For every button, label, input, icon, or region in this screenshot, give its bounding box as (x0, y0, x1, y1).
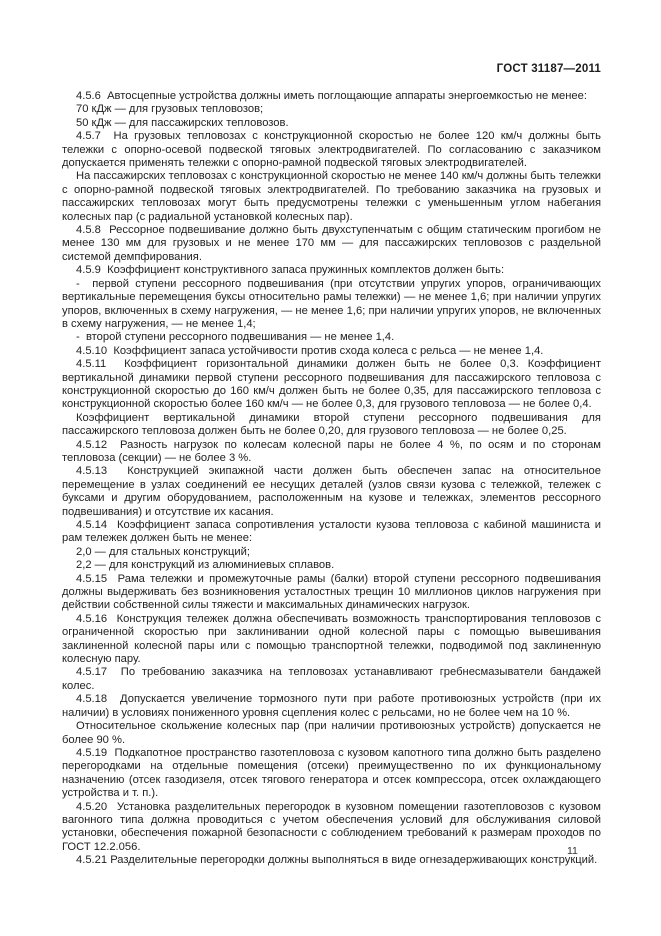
doc-paragraph: 4.5.17 По требованию заказчика на тепловозах устанавливают гребнесмазыватели бандажей колес. (62, 666, 601, 692)
doc-paragraph: 50 кДж — для пассажирских тепловозов. (76, 116, 289, 129)
doc-paragraph: 70 кДж — для грузовых тепловозов; (76, 103, 264, 116)
doc-paragraph: 4.5.16 Конструкция тележек должна обеспечивать возможность транспортирования тепловозов с ограниченной скоростью при заклинивании одной колесной пары с помощью вывешивания заклиненной колесной пары или с помощью транспортной тележки, подводимой под заклиненную колесную пару. (62, 612, 601, 666)
doc-paragraph: Относительное скольжение колесных пар (при наличии противоюзных устройств) допускается не более 90 %. (62, 720, 601, 746)
doc-paragraph: 2,2 — для конструкций из алюминиевых сплавов. (76, 559, 335, 572)
doc-paragraph: 2,0 — для стальных конструкций; (76, 545, 251, 558)
doc-paragraph: 4.5.10 Коэффициент запаса устойчивости против схода колеса с рельса — не менее 1,4. (76, 344, 544, 357)
doc-paragraph: 4.5.13 Конструкцией экипажной части должен быть обеспечен запас на относительное перемещение в узлах соединений ее несущих деталей (узлов связи кузова с тележкой, тележек с буксами и другим оборудованием, расположенным на кузове и тележках, элементов рессорного подвешивания) и отсутствие их касания. (62, 465, 601, 518)
document-body (62, 90, 601, 868)
doc-paragraph: 4.5.21 Разделительные перегородки должны выполняться в виде огнезадерживающих конструкций. (76, 854, 598, 867)
doc-paragraph: Коэффициент вертикальной динамики второй ступени рессорного подвешивания для пассажирского тепловоза должен быть не более 0,20, для грузового тепловоза — не более 0,25. (62, 411, 601, 438)
doc-paragraph: 4.5.6 Автосцепные устройства должны иметь поглощающие аппараты энергоемкостью не менее: (76, 90, 587, 102)
doc-paragraph: 4.5.12 Разность нагрузок по колесам колесной пары не более 4 %, по осям и по сторонам тепловоза (секции) — не более 3 %. (62, 438, 601, 464)
page-number: 11 (567, 845, 578, 857)
doc-paragraph: - второй ступени рессорного подвешивания — не менее 1,4. (76, 331, 395, 344)
doc-paragraph: - первой ступени рессорного подвешивания (при отсутствии упругих упоров, ограничивающих вертикальные перемещения буксы относительно рамы тележки) — не менее 1,6; при наличии упругих упоров, включенных в схему нагружения, — не менее 1,6; при наличии упругих упоров, не включенных в схему нагружения, — не менее 1,4; (62, 277, 601, 330)
doc-paragraph: 4.5.9 Коэффициент конструктивного запаса пружинных комплектов должен быть: (76, 264, 505, 277)
doc-number: ГОСТ 31187—2011 (496, 63, 601, 75)
doc-paragraph: 4.5.18 Допускается увеличение тормозного пути при работе противоюзных устройств (при их наличии) в условиях пониженного уровня сцепления колес с рельсами, но не более чем на 10 %. (62, 693, 601, 719)
doc-paragraph: 4.5.20 Установка разделительных перегородок в кузовном помещении газотепловозов с кузовом вагонного типа должна проводиться с учетом обеспечения условий для обслуживания силовой установки, обеспечения пожарной безопасности с соблюдением требований к размерам проходов по ГОСТ 12.2.056. (62, 800, 601, 853)
doc-paragraph: 4.5.7 На грузовых тепловозах с конструкционной скоростью не более 120 км/ч должны быть тележки с опорно-осевой подвеской тяговых электродвигателей. По согласованию с заказчиком допускается применять тележки с опорно-рамной подвеской тяговых электродвигателей. (62, 130, 601, 170)
doc-paragraph: 4.5.8 Рессорное подвешивание должно быть двухступенчатым с общим статическим прогибом не менее 130 мм для грузовых и не менее 170 мм — для пассажирских тепловозов с раздельной системой демпфирования. (62, 224, 601, 263)
doc-paragraph: 4.5.11 Коэффициент горизонтальной динамики должен быть не более 0,3. Коэффициент вертикальной динамики первой ступени рессорного подвешивания для пассажирского тепловоза с конструкционной скоростью до 160 км/ч должен быть не более 0,35, для пассажирского тепловоза с конструкционной скоростью более 160 км/ч — не более 0,3, для грузового тепловоза — не более 0,4. (62, 358, 601, 411)
doc-paragraph: 4.5.14 Коэффициент запаса сопротивления усталости кузова тепловоза с кабиной машиниста и рам тележек должен быть не менее: (62, 519, 601, 545)
doc-paragraph: 4.5.19 Подкапотное пространство газотепловоза с кузовом капотного типа должно быть разделено перегородками на отдельные помещения (отсеки) преимущественно по их функциональному назначению (отсек газодизеля, отсек тягового генератора и отсек компрессора, отсек охлаждающего устройства и т. п.). (62, 746, 601, 800)
doc-paragraph: На пассажирских тепловозах с конструкционной скоростью не менее 140 км/ч должны быть тележки с опорно-рамной подвеской тяговых электродвигателей. По требованию заказчика на грузовых и пассажирских тепловозах могут быть предусмотрены тележки с уменьшенным углом набегания колесных пар (с радиальной установкой колесных пар). (62, 170, 601, 223)
doc-paragraph: 4.5.15 Рама тележки и промежуточные рамы (балки) второй ступени рессорного подвешивания должны выдерживать без возникновения усталостных трещин 10 миллионов циклов нагружения при действии собственной силы тяжести и максимальных динамических нагрузок. (62, 572, 601, 612)
